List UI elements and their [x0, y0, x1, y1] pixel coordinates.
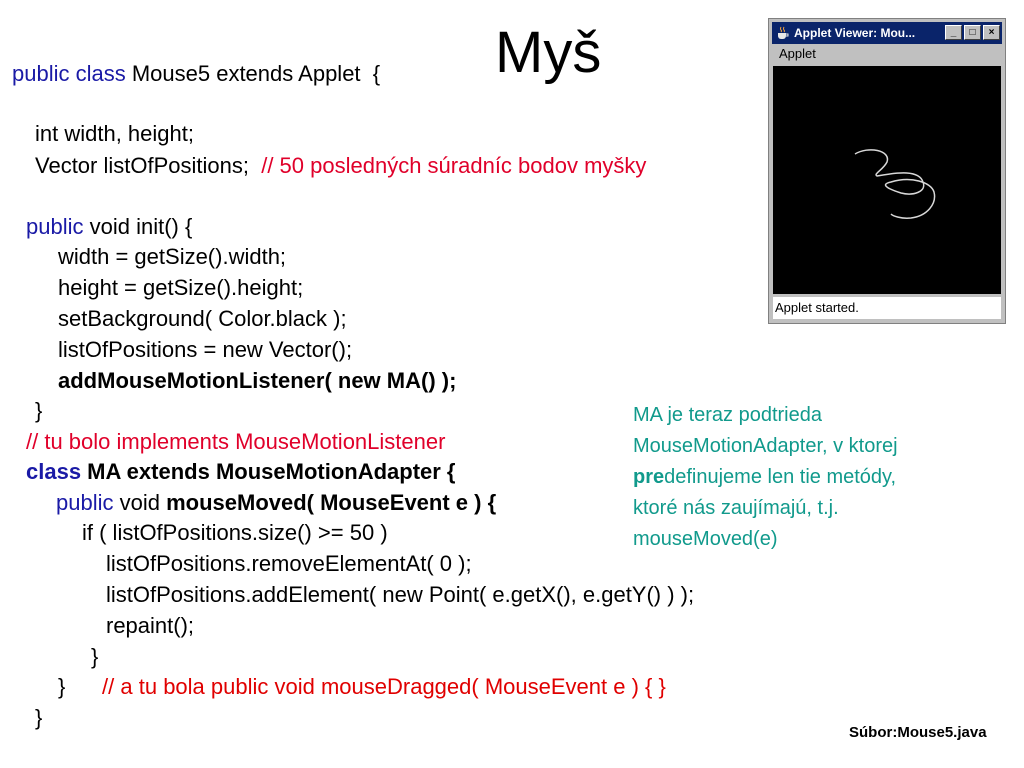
- note-line: MouseMotionAdapter, v ktorej: [633, 435, 898, 457]
- code-line-height: height = getSize().height;: [58, 275, 304, 300]
- mouse-trail-drawing: [773, 66, 1001, 294]
- code-line-close-outer: }: [35, 705, 43, 730]
- code-line-mousemoved: [56, 488, 496, 518]
- code-line-repaint: repaint();: [106, 613, 195, 638]
- code-line-remove: listOfPositions.removeElementAt( 0 );: [106, 551, 472, 576]
- applet-status-bar: Applet started.: [773, 297, 1001, 319]
- note-text: definujeme len tie metódy,: [664, 466, 897, 488]
- explanation-note: [633, 400, 993, 555]
- code-comment: // 50 posledných súradníc bodov myšky: [261, 153, 647, 178]
- code-line-fields: int width, height;: [35, 121, 194, 146]
- note-line: [633, 462, 993, 493]
- file-name-footer: Súbor:Mouse5.java: [849, 724, 987, 741]
- applet-canvas[interactable]: [773, 66, 1001, 294]
- keyword: public: [26, 214, 84, 239]
- keyword: public: [56, 490, 114, 515]
- code-line-add: listOfPositions.addElement( new Point( e.getX(), e.getY() ) );: [106, 582, 695, 607]
- code-line-class: [12, 59, 380, 89]
- code-text: Vector listOfPositions;: [35, 153, 249, 178]
- applet-menu[interactable]: Applet: [779, 46, 816, 61]
- applet-viewer-window: [768, 18, 1006, 324]
- keyword: class: [26, 459, 82, 484]
- code-line-class-ma: [26, 457, 456, 487]
- code-comment-implements: // tu bolo implements MouseMotionListener: [26, 429, 446, 454]
- minimize-button[interactable]: _: [945, 25, 962, 40]
- note-line: ktoré nás zaujímajú, t.j.: [633, 497, 839, 519]
- code-text: void init() {: [83, 214, 193, 239]
- slide-title: Myš: [495, 20, 602, 85]
- code-line-vector-new: listOfPositions = new Vector();: [58, 337, 353, 362]
- keyword: public class: [12, 61, 126, 86]
- applet-title-bar[interactable]: [772, 22, 1002, 44]
- code-line-background: setBackground( Color.black );: [58, 306, 347, 331]
- code-line-if: if ( listOfPositions.size() >= 50 ): [82, 520, 388, 545]
- close-button[interactable]: ×: [983, 25, 1000, 40]
- code-text: }: [58, 674, 66, 699]
- code-text: Mouse5 extends Applet {: [125, 61, 381, 86]
- code-line-width: width = getSize().width;: [58, 244, 287, 269]
- note-line: mouseMoved(e): [633, 528, 778, 550]
- code-line-close-class: [58, 672, 666, 702]
- code-line-init: [26, 212, 192, 242]
- code-text: void: [113, 490, 167, 515]
- java-cup-icon: [776, 26, 790, 40]
- maximize-button[interactable]: □: [964, 25, 981, 40]
- code-text: MA extends MouseMotionAdapter {: [81, 459, 456, 484]
- code-line-add-listener: addMouseMotionListener( new MA() );: [58, 368, 457, 393]
- applet-window-title: Applet Viewer: Mou...: [794, 26, 916, 40]
- note-line: MA je teraz podtrieda: [633, 404, 822, 426]
- note-emphasis: pre: [633, 466, 665, 488]
- code-line-close-method: }: [91, 644, 99, 669]
- code-line-close-init: }: [35, 398, 43, 423]
- code-line-vector: [35, 151, 646, 181]
- code-text-bold: mouseMoved( MouseEvent e ) {: [166, 490, 497, 515]
- code-comment: // a tu bola public void mouseDragged( MouseEvent e ) { }: [102, 674, 666, 699]
